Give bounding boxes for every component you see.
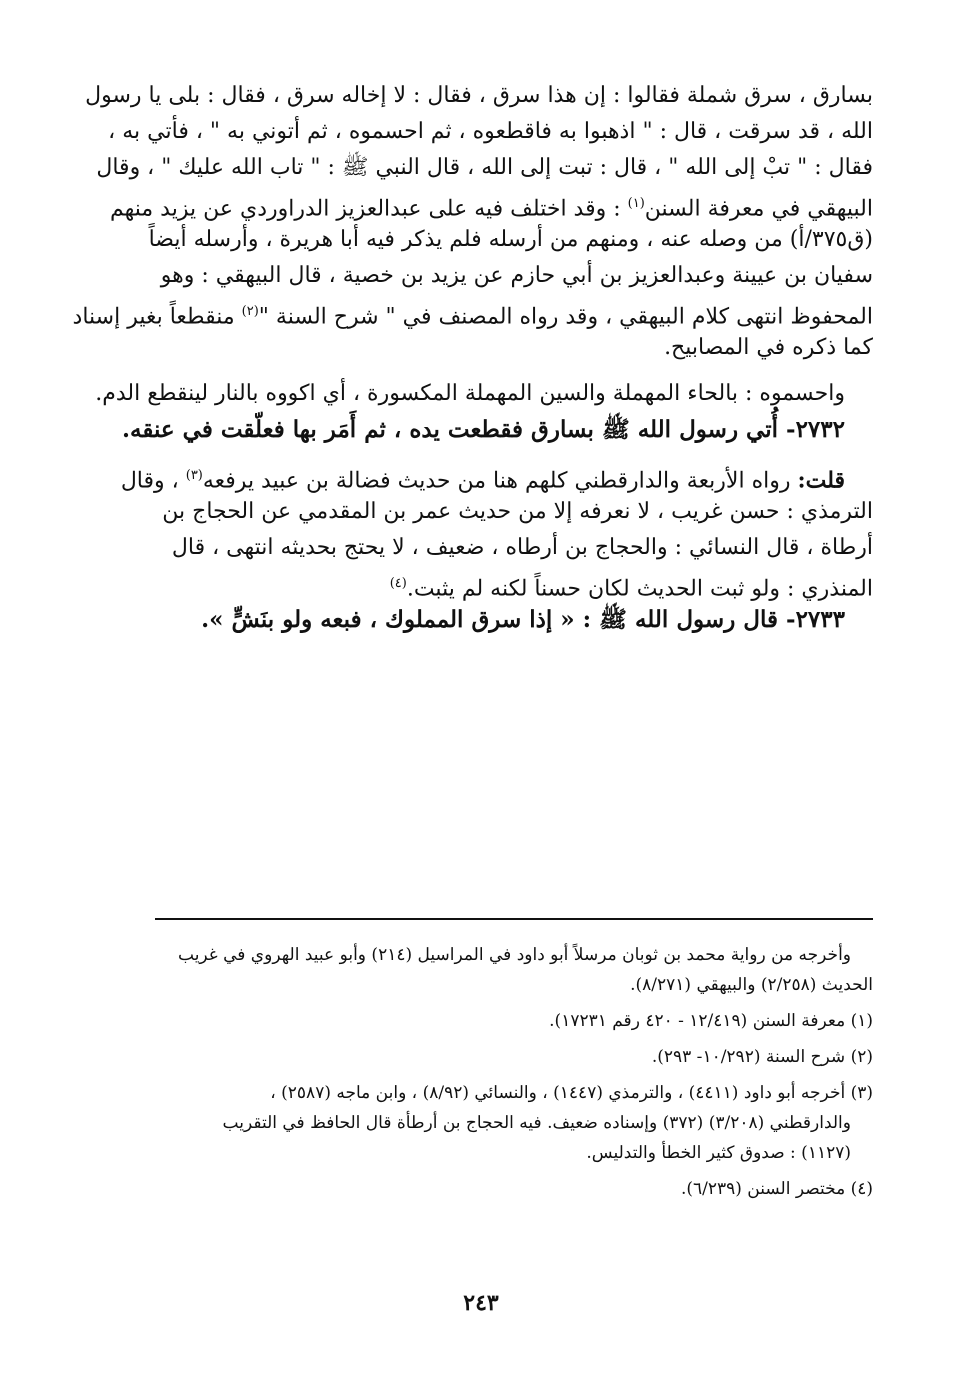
text-line — [98, 566, 873, 602]
text-line: فقال : " تبْ إلى الله " ، قال : تبت إلى الله ، قال النبي ﷺ : " تاب الله عليك " ، وقال — [96, 155, 873, 180]
text-segment: ، وقال — [120, 468, 186, 494]
text-line: (ق٣٧٥/أ) من وصله عنه ، ومنهم من أرسله فلم يذكر فيه أبا هريرة ، وأرسله أيضاً — [148, 227, 873, 252]
text-segment: البيهقي في معرفة السنن — [644, 196, 873, 222]
text-segment: المحفوظ انتهى كلام البيهقي ، وقد رواه المصنف في " شرح السنة " — [258, 304, 873, 330]
footnotes — [98, 940, 873, 1204]
text-line: أرطاة ، قال النسائي : والحجاج بن أرطاه ، ضعيف ، لا يحتج بحديثه انتهى ، قال — [171, 535, 873, 560]
text-segment: منقطعاً بغير إسناد — [72, 304, 242, 330]
hadith-2733: ٢٧٣٣- قال رسول الله ﷺ : « إذا سرق المملوك ، فبعه ولو بنَشٍّ ». — [201, 606, 845, 633]
page-number: ٢٤٣ — [463, 1290, 499, 1316]
text-line: الترمذي : حسن غريب ، لا نعرفه إلا من حديث عمر بن المقدمي عن الحجاج بن — [162, 499, 873, 524]
text-line: سفيان بن عيينة وعبدالعزيز بن أبي حازم عن يزيد بن خصية ، قال البيهقي : وهو — [160, 263, 873, 288]
footnote-1: (١) معرفة السنن (١٢/٤١٩ - ٤٢٠ رقم ١٧٢٣١). — [549, 1011, 873, 1031]
paragraph-gap — [98, 448, 873, 458]
footnote-line: وأخرجه من رواية محمد بن ثوبان مرسلاً أبو داود في المراسيل (٢١٤) وأبو عبيد الهروي في غريب — [178, 945, 851, 965]
text-segment: : وقد اختلف فيه على عبدالعزيز الدراوردي عن يزيد منهم — [109, 196, 628, 222]
footnote-line: الحديث (٢/٢٥٨) والبيهقي (٨/٢٧١). — [630, 975, 873, 995]
footnote-marker-1: (١) — [627, 196, 645, 211]
text-line: كما ذكره في المصابيح. — [664, 335, 873, 360]
paragraph-gap — [98, 366, 873, 376]
footnote-2: (٢) شرح السنة (١٠/٢٩٢- ٢٩٣). — [651, 1047, 873, 1067]
text-line — [98, 186, 873, 222]
text-line: بسارق ، سرق شملة فقالوا : إن هذا سرق ، فقال : لا إخاله سرق ، فقال : بلى يا رسول — [85, 83, 873, 108]
footnote-3: (٣) أخرجه أبو داود (٤٤١١) ، والترمذي (١٤٤٧) ، والنسائي (٨/٩٢) ، وابن ماجه (٢٥٨٧) ، — [270, 1083, 873, 1103]
text-segment: المنذري : ولو ثبت الحديث لكان حسناً لكنه لم يثبت. — [406, 576, 873, 602]
footnote-marker-2: (٢) — [241, 304, 259, 319]
footnote-3-continued: والدارقطني (٣/٢٠٨) (٣٧٢) وإسناده ضعيف. فيه الحجاج بن أرطأة قال الحافظ في التقريب — [222, 1113, 851, 1133]
hasm-explanation: واحسموه : بالحاء المهملة والسين المهملة المكسورة ، أي اكووه بالنار لينقطع الدم. — [95, 381, 845, 406]
text-line: الله ، قد سرقت ، قال : " اذهبوا به فاقطعوه ، ثم احسموه ، ثم أتوني به " ، فأتي به ، — [108, 119, 873, 144]
footnote-3-continued: (١١٢٧) : صدوق كثير الخطأ والتدليس. — [586, 1143, 851, 1163]
hadith-2732: ٢٧٣٢- أُتي رسول الله ﷺ بسارق فقطعت يده ، ثم أَمَر بها فعلّقت في عنقه. — [122, 416, 845, 443]
qultu-label: قلت: — [797, 467, 845, 494]
text-segment: رواه الأربعة والدارقطني كلهم هنا من حديث فضالة بن عبيد يرفعه — [202, 468, 798, 494]
footnote-4: (٤) مختصر السنن (٦/٢٣٩). — [680, 1179, 873, 1199]
main-text — [72, 78, 873, 638]
text-line — [72, 294, 873, 330]
footnote-marker-3: (٣) — [185, 468, 203, 483]
footnote-separator — [155, 918, 873, 920]
footnote-marker-4: (٤) — [389, 576, 407, 591]
qultu-line — [98, 458, 873, 494]
